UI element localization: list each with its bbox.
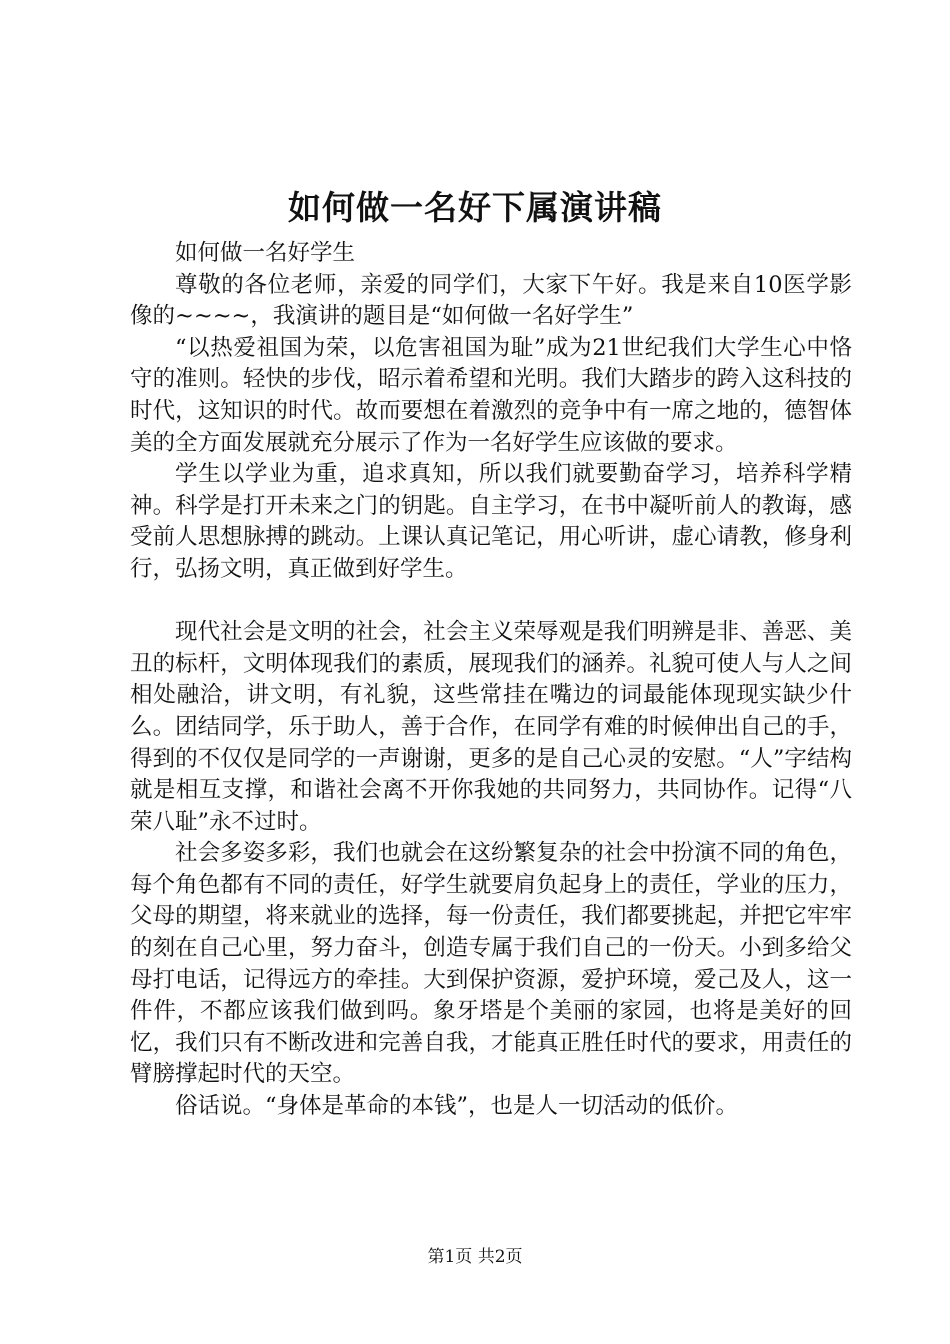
page-number-footer: 第1页 共2页: [427, 1247, 523, 1267]
paragraph-responsibility: 社会多姿多彩，我们也就会在这纷繁复杂的社会中扮演不同的角色，每个角色都有不同的责任，好学生就要肩负起身上的责任，学业的压力，父母的期望，将来就业的选择，每一份责任，我们都要挑起，并把它牢牢的刻在自己心里，努力奋斗，创造专属于我们自己的一份天。小到多给父母打电话，记得远方的牵挂。大到保护资源，爱护环境，爱己及人，这一件件，不都应该我们做到吗。象牙塔是个美丽的家园，也将是美好的回忆，我们只有不断改进和完善自我，才能真正胜任时代的要求，用责任的臂膀撑起时代的天空。: [130, 840, 852, 1088]
paragraph-health: 俗话说。“身体是革命的本钱”，也是人一切活动的低价。: [175, 1093, 739, 1120]
document-body: [130, 238, 852, 1123]
paragraph-subtitle: 如何做一名好学生: [175, 240, 356, 266]
paragraph-study: 学生以学业为重，追求真知，所以我们就要勤奋学习，培养科学精神。科学是打开未来之门的钥匙。自主学习，在书中凝听前人的教诲，感受前人思想脉搏的跳动。上课认真记笔记，用心听讲，虚心请教，修身利行，弘扬文明，真正做到好学生。: [130, 461, 852, 582]
paragraph-spacer: [130, 586, 852, 618]
paragraph-greeting: 尊敬的各位老师，亲爱的同学们，大家下午好。我是来自10医学影像的~~~~，我演讲的题目是“如何做一名好学生”: [130, 271, 852, 330]
paragraph-civility: 现代社会是文明的社会，社会主义荣辱观是我们明辨是非、善恶、美丑的标杆，文明体现我们的素质，展现我们的涵养。礼貌可使人与人之间相处融洽，讲文明，有礼貌，这些常挂在嘴边的词最能体现现实缺少什么。团结同学，乐于助人，善于合作，在同学有难的时候伸出自己的手，得到的不仅仅是同学的一声谢谢，更多的是自己心灵的安慰。“人”字结构就是相互支撑，和谐社会离不开你我她的共同努力，共同协作。记得“八荣八耻”永不过时。: [130, 619, 852, 835]
paragraph-motto: “以热爱祖国为荣，以危害祖国为耻”成为21世纪我们大学生心中恪守的准则。轻快的步伐，昭示着希望和光明。我们大踏步的跨入这科技的时代，这知识的时代。故而要想在着激烈的竞争中有一席之地的，德智体美的全方面发展就充分展示了作为一名好学生应该做的要求。: [130, 334, 852, 456]
document-title: 如何做一名好下属演讲稿: [288, 188, 662, 227]
